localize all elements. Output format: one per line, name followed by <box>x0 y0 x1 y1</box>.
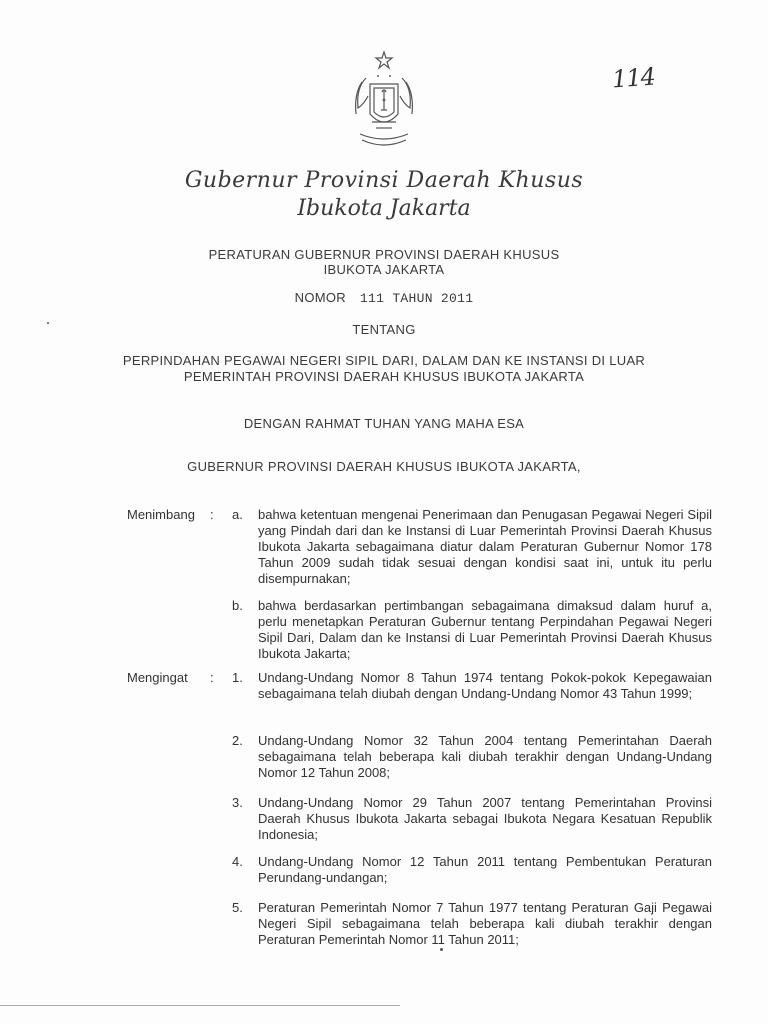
rahmat-line: DENGAN RAHMAT TUHAN YANG MAHA ESA <box>243 416 525 431</box>
scan-speck <box>47 322 49 324</box>
subject-line-2: PEMERINTAH PROVINSI DAERAH KHUSUS IBUKOTA JAKARTA <box>183 369 585 384</box>
mengingat-label: Mengingat <box>127 670 188 685</box>
mengingat-item-3: Undang-Undang Nomor 29 Tahun 2007 tentang Pemerintahan Provinsi Daerah Khusus Ibukota Jakarta sebagai Ibukota Negara Kesatuan Republik Indonesia; <box>258 795 712 842</box>
mengingat-marker-1: 1. <box>232 670 243 685</box>
governor-script-heading: Gubernur Provinsi Daerah Khusus <box>184 168 584 193</box>
mengingat-marker-4: 4. <box>232 854 243 869</box>
tentang-heading: TENTANG <box>352 322 416 337</box>
mengingat-item-5: Peraturan Pemerintah Nomor 7 Tahun 1977 tentang Peraturan Gaji Pegawai Negeri Sipil sebagaimana telah beberapa kali diubah terakhir dengan Peraturan Pemerintah Nomor 11 Tahun 2011; <box>258 900 712 947</box>
menimbang-colon: : <box>210 507 214 522</box>
mengingat-marker-2: 2. <box>232 733 243 748</box>
subject-line-1: PERPINDAHAN PEGAWAI NEGERI SIPIL DARI, DALAM DAN KE INSTANSI DI LUAR <box>122 353 646 368</box>
ibukota-script-heading: Ibukota Jakarta <box>297 196 471 221</box>
menimbang-label: Menimbang <box>127 507 195 522</box>
mengingat-item-2: Undang-Undang Nomor 32 Tahun 2004 tentang Pemerintahan Daerah sebagaimana telah beberapa kali diubah terakhir dengan Undang-Undang Nomor 12 Tahun 2008; <box>258 733 712 780</box>
title-line-2: IBUKOTA JAKARTA <box>323 262 445 277</box>
scan-speck <box>440 948 443 951</box>
mengingat-item-4: Undang-Undang Nomor 12 Tahun 2011 tentang Pembentukan Peraturan Perundang-undangan; <box>258 854 712 885</box>
mengingat-marker-5: 5. <box>232 900 243 915</box>
menimbang-marker-b: b. <box>232 598 243 613</box>
scan-edge-line <box>0 1005 400 1006</box>
nomor-value: 111 TAHUN 2011 <box>359 291 474 306</box>
menimbang-marker-a: a. <box>232 507 243 522</box>
jakarta-emblem-icon <box>346 48 422 160</box>
nomor-label: NOMOR <box>294 290 346 305</box>
nomor-line <box>0 290 768 306</box>
gubernur-line: GUBERNUR PROVINSI DAERAH KHUSUS IBUKOTA JAKARTA, <box>187 459 581 474</box>
mengingat-item-1: Undang-Undang Nomor 8 Tahun 1974 tentang Pokok-pokok Kepegawaian sebagaimana telah diubah dengan Undang-Undang Nomor 43 Tahun 1999; <box>258 670 712 701</box>
title-line-1: PERATURAN GUBERNUR PROVINSI DAERAH KHUSUS <box>208 247 560 262</box>
menimbang-item-a: bahwa ketentuan mengenai Penerimaan dan Penugasan Pegawai Negeri Sipil yang Pindah dari dan ke Instansi di Luar Pemerintah Provinsi Daerah Khusus Ibukota Jakarta sebagaimana diatur dalam Peraturan Gubernur Nomor 178 Tahun 2009 sudah tidak sesuai dengan kondisi saat ini, untuk itu perlu disempurnakan; <box>258 507 712 586</box>
menimbang-item-b: bahwa berdasarkan pertimbangan sebagaimana dimaksud dalam huruf a, perlu menetapkan Peraturan Gubernur tentang Perpindahan Pegawai Negeri Sipil Dari, Dalam dan ke Instansi di Luar Pemerintah Provinsi Daerah Khusus Ibukota Jakarta; <box>258 598 712 661</box>
mengingat-colon: : <box>210 670 214 685</box>
page-number-mark: 114 <box>611 62 656 94</box>
mengingat-marker-3: 3. <box>232 795 243 810</box>
